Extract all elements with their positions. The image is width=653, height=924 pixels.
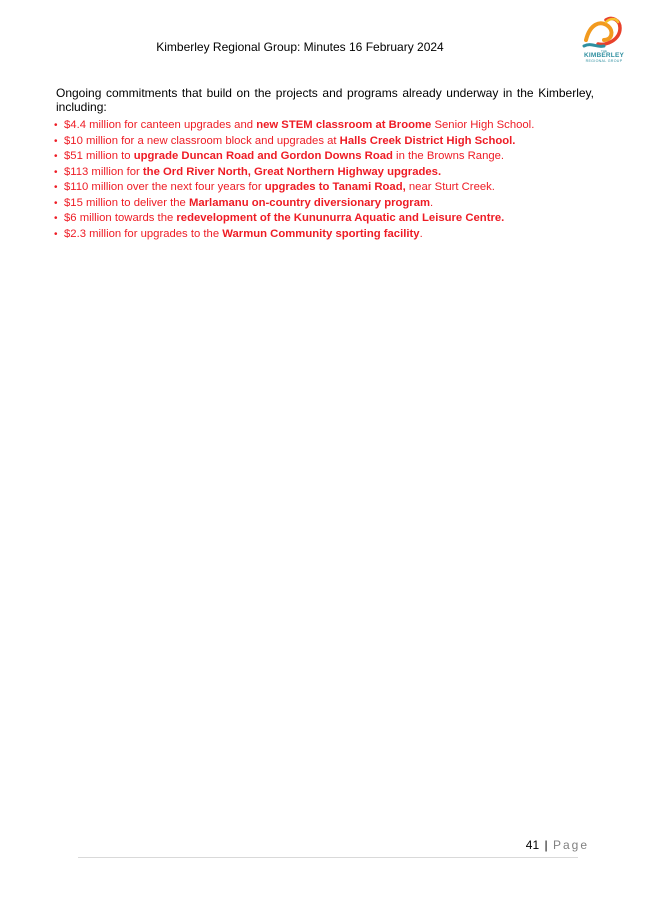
- logo-sub-text: REGIONAL GROUP: [585, 58, 623, 63]
- bullet-icon: •: [54, 197, 58, 209]
- commitments-list: [54, 118, 614, 242]
- list-item: • $6 million towards the redevelopment of the Kununurra Aquatic and Leisure Centre.: [54, 211, 614, 227]
- list-item: • $4.4 million for canteen upgrades and new STEM classroom at Broome Senior High School.: [54, 118, 614, 134]
- logo-wordmark: [578, 50, 630, 63]
- bullet-icon: •: [54, 228, 58, 240]
- list-item: • $51 million to upgrade Duncan Road and Gordon Downs Road in the Browns Range.: [54, 149, 614, 165]
- page-number-footer: [526, 838, 589, 852]
- logo-name-text: KIMBERLEY: [583, 52, 625, 59]
- bullet-icon: •: [54, 182, 58, 193]
- page-label: Page: [552, 838, 589, 852]
- page-header-title: Kimberley Regional Group: Minutes 16 February 2024: [156, 40, 444, 54]
- page-number: 41: [525, 838, 540, 852]
- intro-paragraph: Ongoing commitments that build on the projects and programs already underway in the Kimberley, including:: [56, 86, 594, 114]
- list-item: • $10 million for a new classroom block and upgrades at Halls Creek District High School.: [54, 134, 614, 150]
- bullet-icon: •: [54, 151, 58, 162]
- bullet-icon: •: [54, 135, 58, 147]
- bullet-icon: •: [54, 213, 58, 224]
- logo-the-text: THE: [601, 49, 607, 53]
- list-item: • $2.3 million for upgrades to the Warmun Community sporting facility.: [54, 227, 614, 243]
- page-separator: |: [544, 838, 548, 852]
- list-item: • $113 million for the Ord River North, Great Northern Highway upgrades.: [54, 165, 614, 181]
- kimberley-logo: [578, 14, 630, 68]
- footer-divider: [78, 857, 578, 858]
- list-item: • $15 million to deliver the Marlamanu on-country diversionary program.: [54, 196, 614, 212]
- list-item: • $110 million over the next four years for upgrades to Tanami Road, near Sturt Creek.: [54, 180, 614, 196]
- bullet-icon: •: [54, 166, 58, 178]
- kimberley-wave-logo-icon: [578, 14, 630, 50]
- bullet-icon: •: [54, 120, 58, 131]
